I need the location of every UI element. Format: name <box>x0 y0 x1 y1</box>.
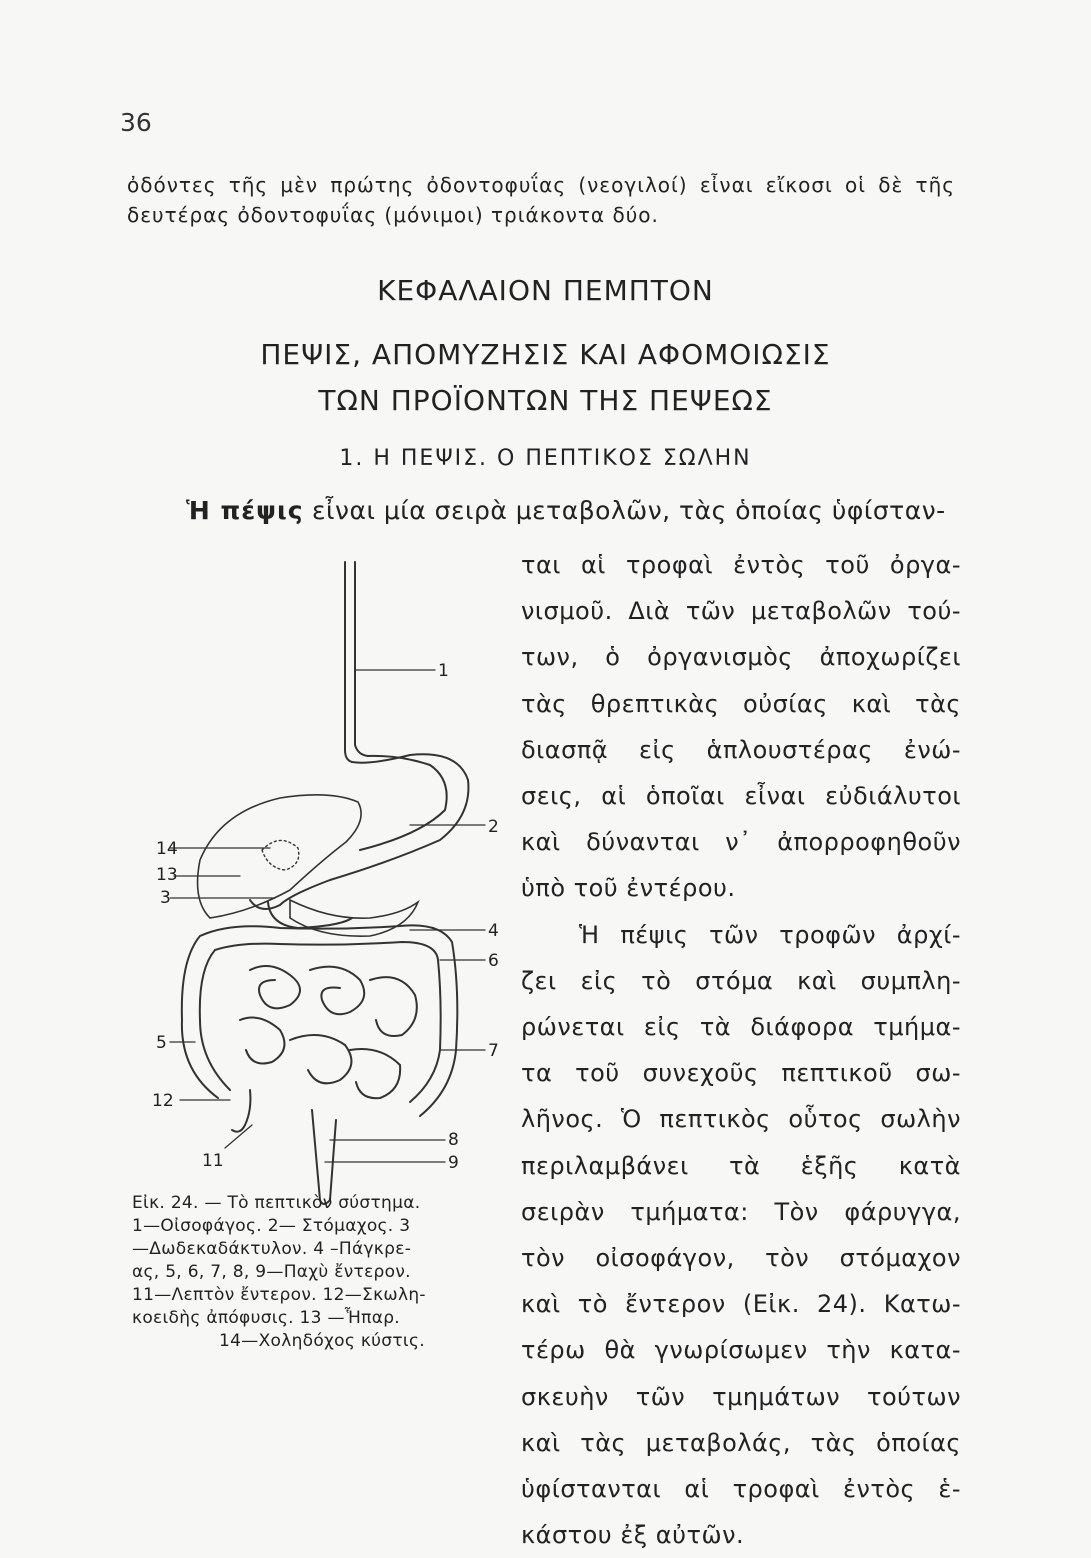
section-title-line-2: ΤΩΝ ΠΡΟΪΟΝΤΩΝ ΤΗΣ ΠΕΨΕΩΣ <box>318 384 773 417</box>
label-12: 12 <box>152 1091 174 1111</box>
body-line: νισμοῦ. Διὰ τῶν μεταβολῶν τού- <box>521 597 961 626</box>
liver <box>198 795 362 918</box>
body-line: ζει εἰς τὸ στόμα καὶ συμπλη- <box>521 966 961 995</box>
label-7: 7 <box>488 1041 499 1061</box>
caption-line: 1—Οἰσοφάγος. 2— Στόμαχος. 3 <box>132 1216 411 1236</box>
label-4: 4 <box>488 921 499 941</box>
label-9: 9 <box>448 1153 459 1173</box>
body-line: τὸν οἰσοφάγον, τὸν στόμαχον <box>521 1244 961 1273</box>
body-line: καὶ τὸ ἔντερον (Εἰκ. 24). Κατω- <box>521 1290 961 1319</box>
body-column <box>521 542 961 1558</box>
caption-line: —Δωδεκαδάκτυλον. 4 –Πάγκρε- <box>132 1239 412 1259</box>
body-line: Ἡ πέψις τῶν τροφῶν ἀρχί- <box>579 920 961 949</box>
rectum <box>312 1110 336 1204</box>
subsection-title: 1. Η ΠΕΨΙΣ. Ο ΠΕΠΤΙΚΟΣ ΣΩΛΗΝ <box>339 446 752 471</box>
body-line: τέρω θὰ γνωρίσωμεν τὴν κατα- <box>521 1336 961 1365</box>
caption-line: 11—Λεπτὸν ἔντερον. 12—Σκωλη- <box>132 1285 426 1305</box>
lead-rest: εἶναι μία σειρὰ μεταβολῶν, τὰς ὁποίας ὑφίσταν- <box>303 496 946 525</box>
stomach <box>250 754 468 909</box>
body-line: καὶ τὰς μεταβολάς, τὰς ὁποίας <box>521 1428 961 1457</box>
digestive-system-drawing <box>140 550 520 1173</box>
figure-caption <box>132 1192 512 1353</box>
label-3: 3 <box>160 888 171 908</box>
body-line: ρώνεται εἰς τὰ διάφορα τμήμα- <box>521 1013 961 1042</box>
body-line: περιλαμβάνει τὰ ἑξῆς κατὰ <box>521 1151 961 1180</box>
label-6: 6 <box>488 951 499 971</box>
label-11: 11 <box>202 1151 224 1171</box>
body-line: τα τοῦ συνεχοῦς πεπτικοῦ σω- <box>521 1059 961 1088</box>
body-line: διασπᾷ εἰς ἁπλουστέρας ἐνώ- <box>521 735 961 764</box>
body-line: κάστου ἐξ αὐτῶν. <box>521 1521 745 1550</box>
body-line: λῆνος. Ὁ πεπτικὸς οὗτος σωλὴν <box>521 1105 961 1134</box>
small-intestine <box>350 1049 400 1098</box>
body-line: καὶ δύνανται ν᾿ ἀπορροφηθοῦν <box>521 828 961 857</box>
gallbladder <box>262 840 299 870</box>
label-13: 13 <box>156 865 178 885</box>
small-intestine <box>370 977 417 1036</box>
label-14: 14 <box>156 839 178 859</box>
large-intestine-inner <box>200 942 441 1102</box>
small-intestine <box>290 1035 351 1083</box>
body-line: ὑπὸ τοῦ ἐντέρου. <box>521 874 736 903</box>
digestive-system-figure <box>140 550 520 1173</box>
body-line: ὑφίστανται αἱ τροφαὶ ἐντὸς ἑ- <box>521 1475 961 1504</box>
large-intestine <box>182 925 458 1116</box>
duodenum <box>268 902 352 928</box>
pancreas <box>290 900 418 936</box>
body-line: των, ὁ ὀργανισμὸς ἀποχωρίζει <box>521 643 961 672</box>
caption-line: κοειδὴς ἀπόφυσις. 13 —Ἧπαρ. <box>132 1308 400 1328</box>
label-8: 8 <box>448 1130 459 1150</box>
body-line: σεις, αἱ ὁποῖαι εἶναι εὐδιάλυτοι <box>521 782 961 811</box>
small-intestine <box>240 1018 285 1064</box>
section-title-line-1: ΠΕΨΙΣ, ΑΠΟΜΥΖΗΣΙΣ ΚΑΙ ΑΦΟΜΟΙΩΣΙΣ <box>260 338 831 371</box>
label-5: 5 <box>156 1033 167 1053</box>
body-line: ται αἱ τροφαὶ ἐντὸς τοῦ ὀργα- <box>521 551 961 579</box>
appendix <box>232 1090 250 1132</box>
label-1: 1 <box>438 661 449 681</box>
label-2: 2 <box>488 817 499 837</box>
lead-sentence <box>186 496 956 525</box>
esophagus-inner <box>355 562 368 756</box>
caption-line: ας, 5, 6, 7, 8, 9—Παχὺ ἔντερον. <box>132 1262 411 1282</box>
esophagus <box>345 562 352 762</box>
chapter-title: ΚΕΦΑΛΑΙΟΝ ΠΕΜΠΤΟΝ <box>377 274 714 307</box>
lead-term: Ἡ πέψις <box>186 496 304 525</box>
body-line: τὰς θρεπτικὰς οὐσίας καὶ τὰς <box>521 689 961 718</box>
small-intestine <box>310 967 364 1015</box>
caption-line: 14—Χοληδόχος κύστις. <box>219 1331 425 1351</box>
stomach-inner <box>360 756 447 850</box>
body-line: σκευὴν τῶν τμημάτων τούτων <box>521 1382 961 1411</box>
caption-line: Εἰκ. 24. — Τὸ πεπτικὸν σύστημα. <box>132 1193 421 1213</box>
body-line: σειρὰν τμήματα: Τὸν φάρυγγα, <box>521 1197 961 1226</box>
small-intestine <box>250 966 300 1008</box>
intro-paragraph: ὀδόντες τῆς μὲν πρώτης ὀδοντοφυΐας (νεογιλοί) εἶναι εἴκοσι οἱ δὲ τῆς δευτέρας ὀδοντοφυΐας (μόνιμοι) τριάκοντα δύο. <box>127 173 955 227</box>
page-number: 36 <box>120 108 152 137</box>
